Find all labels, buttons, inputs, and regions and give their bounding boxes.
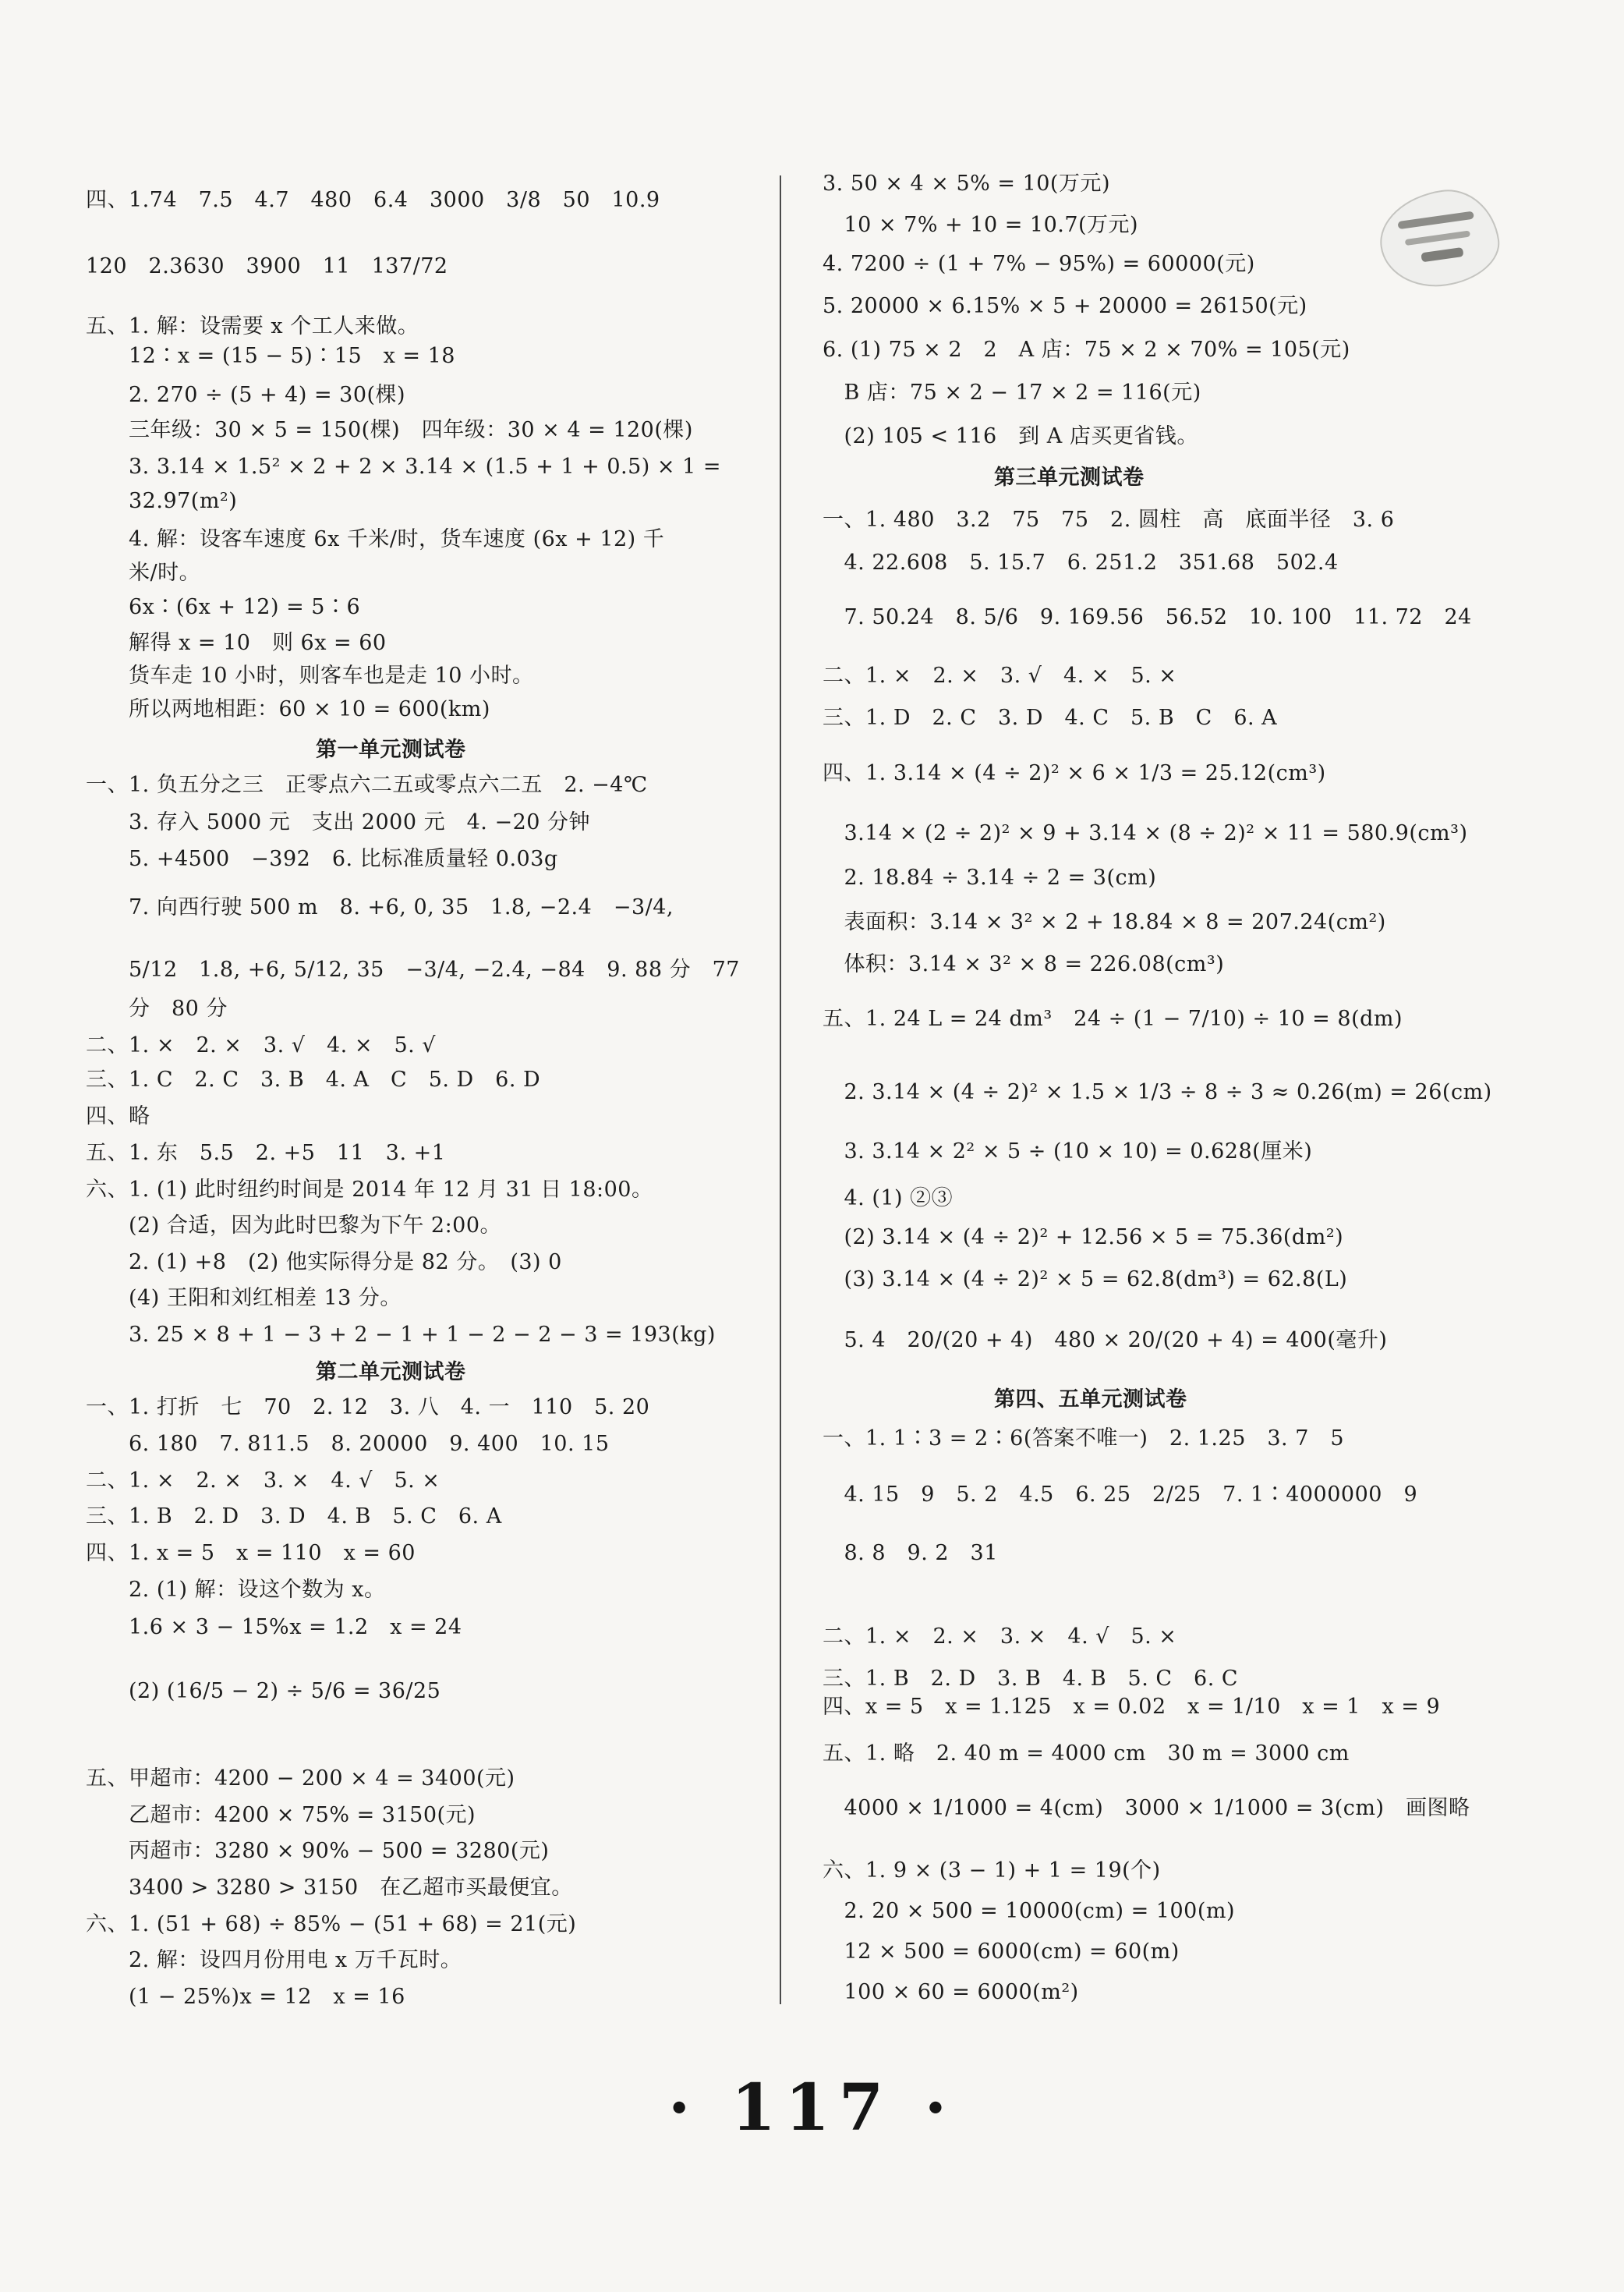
- answer-line: 8. 8 9. 2 31: [823, 1541, 998, 1565]
- answer-line: 7. 向西行驶 500 m 8. +6, 0, 35 1.8, −2.4 −3/4,: [86, 895, 674, 919]
- answer-line: 10 × 7% + 10 = 10.7(万元): [823, 213, 1139, 237]
- answer-line: 3.14 × (2 ÷ 2)² × 9 + 3.14 × (8 ÷ 2)² × 11 = 580.9(cm³): [823, 821, 1468, 845]
- answer-line: 六、1. (51 + 68) ÷ 85% − (51 + 68) = 21(元): [86, 1912, 577, 1936]
- answer-line: 12 × 500 = 6000(cm) = 60(m): [823, 1940, 1180, 1964]
- answer-line: 货车走 10 小时，则客车也是走 10 小时。: [86, 664, 534, 688]
- answer-line: 一、1. 480 3.2 75 75 2. 圆柱 高 底面半径 3. 6: [823, 508, 1395, 532]
- answer-line: 三、1. B 2. D 3. D 4. B 5. C 6. A: [86, 1504, 502, 1529]
- answer-line: 3. 25 × 8 + 1 − 3 + 2 − 1 + 1 − 2 − 2 − 3 = 193(kg): [86, 1323, 716, 1347]
- answer-line: 6. 180 7. 811.5 8. 20000 9. 400 10. 15: [86, 1432, 610, 1456]
- answer-line: 米/时。: [86, 561, 201, 585]
- answer-line: 六、1. 9 × (3 − 1) + 1 = 19(个): [823, 1858, 1161, 1883]
- answer-line: 二、1. × 2. × 3. × 4. √ 5. ×: [86, 1468, 440, 1493]
- answer-line: 4000 × 1/1000 = 4(cm) 3000 × 1/1000 = 3(cm) 画图略: [823, 1796, 1470, 1820]
- answer-line: 5. 4 20/(20 + 4) 480 × 20/(20 + 4) = 400(毫升): [823, 1328, 1388, 1352]
- answer-line: 四、略: [86, 1104, 150, 1128]
- publisher-stamp-logo: [1374, 183, 1504, 294]
- answer-line: (2) 105 < 116 到 A 店买更省钱。: [823, 424, 1198, 448]
- answer-line: 二、1. × 2. × 3. √ 4. × 5. ×: [823, 664, 1177, 688]
- answer-line: 丙超市：3280 × 90% − 500 = 3280(元): [86, 1839, 550, 1863]
- answer-line: 四、1. 3.14 × (4 ÷ 2)² × 6 × 1/3 = 25.12(cm³): [823, 761, 1326, 785]
- column-divider: [780, 175, 781, 2004]
- answer-line: 二、1. × 2. × 3. √ 4. × 5. √: [86, 1033, 436, 1057]
- answer-line: 三年级：30 × 5 = 150(棵) 四年级：30 × 4 = 120(棵): [86, 418, 693, 442]
- answer-line: 3. 50 × 4 × 5% = 10(万元): [823, 172, 1110, 196]
- section-heading-unit-2: 第二单元测试卷: [316, 1360, 466, 1384]
- answer-line: 4. 15 9 5. 2 4.5 6. 25 2/25 7. 1∶4000000 9: [823, 1483, 1418, 1507]
- answer-line: 解得 x = 10 则 6x = 60: [86, 631, 387, 655]
- answer-line: 2. 20 × 500 = 10000(cm) = 100(m): [823, 1899, 1235, 1923]
- answer-line: 五、甲超市：4200 − 200 × 4 = 3400(元): [86, 1766, 515, 1791]
- answer-line: (2) 合适，因为此时巴黎为下午 2:00。: [86, 1213, 502, 1238]
- answer-line: 一、1. 1∶3 = 2∶6(答案不唯一) 2. 1.25 3. 7 5: [823, 1426, 1345, 1451]
- answer-line: 三、1. B 2. D 3. B 4. B 5. C 6. C: [823, 1667, 1239, 1691]
- answer-line: 所以两地相距：60 × 10 = 600(km): [86, 697, 490, 721]
- answer-line: 3. 3.14 × 2² × 5 ÷ (10 × 10) = 0.628(厘米): [823, 1139, 1313, 1164]
- answer-line: 五、1. 解：设需要 x 个工人来做。: [86, 314, 419, 338]
- answer-line: 六、1. (1) 此时纽约时间是 2014 年 12 月 31 日 18:00。: [86, 1178, 653, 1202]
- answer-line: 五、1. 略 2. 40 m = 4000 cm 30 m = 3000 cm: [823, 1741, 1350, 1766]
- answer-line: 一、1. 打折 七 70 2. 12 3. 八 4. 一 110 5. 20: [86, 1395, 650, 1419]
- answer-line: 3. 3.14 × 1.5² × 2 + 2 × 3.14 × (1.5 + 1 + 0.5) × 1 =: [86, 455, 722, 479]
- section-heading-unit-3: 第三单元测试卷: [994, 466, 1145, 490]
- answer-line: 12∶x = (15 − 5)∶15 x = 18: [86, 344, 455, 368]
- answer-line: 2. 18.84 ÷ 3.14 ÷ 2 = 3(cm): [823, 866, 1157, 890]
- answer-line: 2. (1) +8 (2) 他实际得分是 82 分。 (3) 0: [86, 1250, 562, 1274]
- answer-line: 6x∶(6x + 12) = 5∶6: [86, 595, 361, 619]
- answer-line: (4) 王阳和刘红相差 13 分。: [86, 1286, 402, 1310]
- answer-line: 5. +4500 −392 6. 比标准质量轻 0.03g: [86, 847, 558, 871]
- answer-line: 三、1. C 2. C 3. B 4. A C 5. D 6. D: [86, 1068, 541, 1092]
- answer-line: 体积：3.14 × 3² × 8 = 226.08(cm³): [823, 952, 1225, 976]
- answer-line: 四、1. x = 5 x = 110 x = 60: [86, 1541, 416, 1565]
- section-heading-unit-4-5: 第四、五单元测试卷: [994, 1387, 1187, 1412]
- answer-line: 2. 3.14 × (4 ÷ 2)² × 1.5 × 1/3 ÷ 8 ÷ 3 ≈ 0.26(m) = 26(cm): [823, 1080, 1492, 1104]
- answer-line: 一、1. 负五分之三 正零点六二五或零点六二五 2. −4℃: [86, 773, 648, 797]
- answer-line: 4. 7200 ÷ (1 + 7% − 95%) = 60000(元): [823, 252, 1255, 276]
- answer-line: 120 2.3630 3900 11 137/72: [86, 254, 448, 278]
- answer-line: 4. 解：设客车速度 6x 千米/时，货车速度 (6x + 12) 千: [86, 527, 665, 551]
- answer-line: 五、1. 东 5.5 2. +5 11 3. +1: [86, 1141, 446, 1165]
- answer-line: 乙超市：4200 × 75% = 3150(元): [86, 1803, 476, 1827]
- answer-line: 五、1. 24 L = 24 dm³ 24 ÷ (1 − 7/10) ÷ 10 = 8(dm): [823, 1007, 1403, 1031]
- answer-line: 5/12 1.8, +6, 5/12, 35 −3/4, −2.4, −84 9. 88 分 77: [86, 958, 740, 982]
- answer-line: 7. 50.24 8. 5/6 9. 169.56 56.52 10. 100 11. 72 24: [823, 605, 1472, 629]
- answer-line: 100 × 60 = 6000(m²): [823, 1980, 1079, 2004]
- answer-line: 2. (1) 解：设这个数为 x。: [86, 1578, 386, 1602]
- answer-line: 3400 > 3280 > 3150 在乙超市买最便宜。: [86, 1876, 573, 1900]
- answer-line: 4. (1) ②③: [823, 1186, 954, 1210]
- answer-line: (3) 3.14 × (4 ÷ 2)² × 5 = 62.8(dm³) = 62.8(L): [823, 1267, 1348, 1291]
- answer-line: (2) 3.14 × (4 ÷ 2)² + 12.56 × 5 = 75.36(dm²): [823, 1225, 1344, 1249]
- answer-line: (1 − 25%)x = 12 x = 16: [86, 1985, 405, 2009]
- answer-line: 表面积：3.14 × 3² × 2 + 18.84 × 8 = 207.24(cm²): [823, 910, 1386, 934]
- answer-line: 32.97(m²): [86, 489, 238, 513]
- answer-line: 分 80 分: [86, 997, 228, 1021]
- answer-line: 三、1. D 2. C 3. D 4. C 5. B C 6. A: [823, 706, 1278, 730]
- answer-line: 四、x = 5 x = 1.125 x = 0.02 x = 1/10 x = 1 x = 9: [823, 1695, 1441, 1719]
- answer-line: 四、1.74 7.5 4.7 480 6.4 3000 3/8 50 10.9: [86, 188, 660, 212]
- answer-line: 2. 270 ÷ (5 + 4) = 30(棵): [86, 383, 406, 407]
- answer-line: (2) (16/5 − 2) ÷ 5/6 = 36/25: [86, 1679, 441, 1703]
- answer-line: B 店：75 × 2 − 17 × 2 = 116(元): [823, 381, 1201, 405]
- answer-line: 1.6 × 3 − 15%x = 1.2 x = 24: [86, 1615, 462, 1639]
- answer-line: 3. 存入 5000 元 支出 2000 元 4. −20 分钟: [86, 810, 591, 834]
- answer-line: 二、1. × 2. × 3. × 4. √ 5. ×: [823, 1624, 1177, 1649]
- answer-line: 4. 22.608 5. 15.7 6. 251.2 351.68 502.4: [823, 551, 1339, 575]
- answer-line: 6. (1) 75 × 2 2 A 店：75 × 2 × 70% = 105(元): [823, 338, 1350, 362]
- page-number: · 117 ·: [667, 2071, 957, 2145]
- answer-line: 5. 20000 × 6.15% × 5 + 20000 = 26150(元): [823, 294, 1307, 318]
- answer-line: 2. 解：设四月份用电 x 万千瓦时。: [86, 1948, 462, 1972]
- section-heading-unit-1: 第一单元测试卷: [316, 738, 466, 762]
